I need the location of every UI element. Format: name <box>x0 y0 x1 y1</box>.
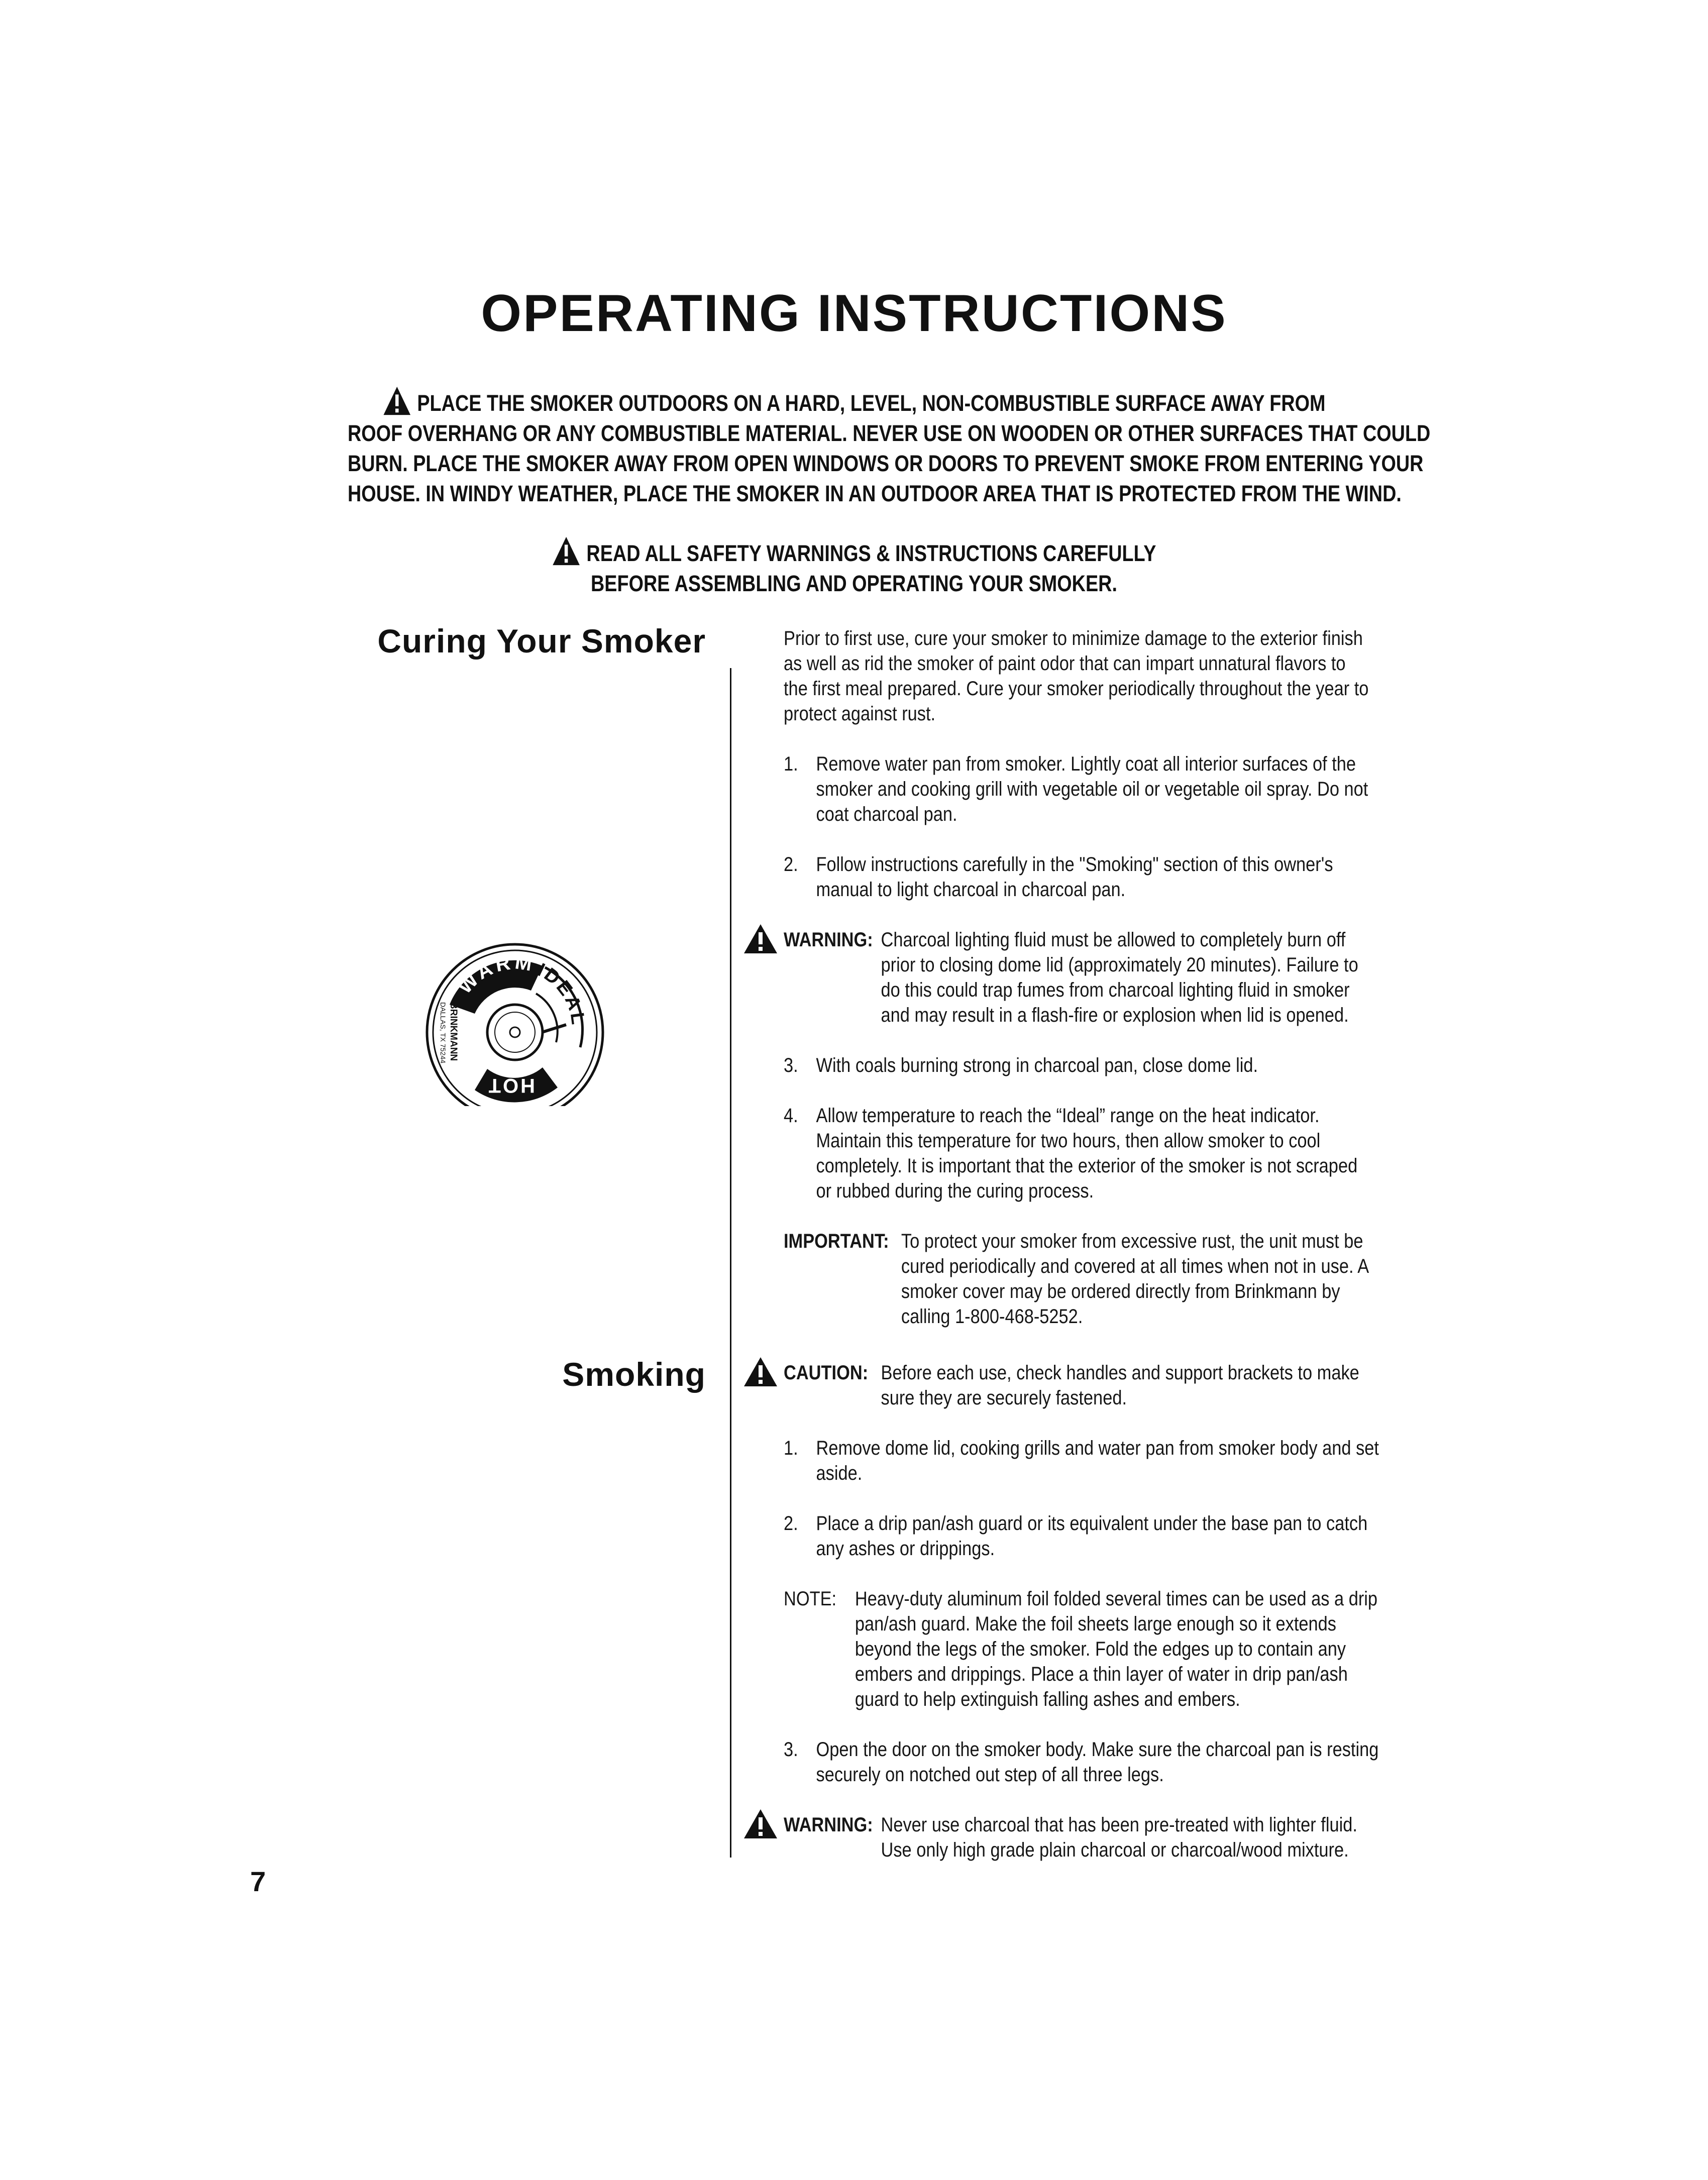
text-line: any ashes or drippings. <box>816 1538 995 1560</box>
text-line: Heavy-duty aluminum foil folded several times can be used as a drip <box>855 1588 1378 1610</box>
step-number: 3. <box>784 1738 798 1761</box>
text-line: sure they are securely fastened. <box>881 1387 1127 1409</box>
text-line: as well as rid the smoker of paint odor that can impart unnatural flavors to <box>784 652 1346 675</box>
text-line: aside. <box>816 1462 863 1484</box>
page-title: OPERATING INSTRUCTIONS <box>481 284 1227 343</box>
text-line: Follow instructions carefully in the "Smoking" section of this owner's <box>816 853 1333 876</box>
text-line: Open the door on the smoker body. Make sure the charcoal pan is resting <box>816 1738 1379 1761</box>
safety-banner-line: HOUSE. IN WINDY WEATHER, PLACE THE SMOKER IN AN OUTDOOR AREA THAT IS PROTECTED FROM THE WIND. <box>348 481 1402 506</box>
important-label: IMPORTANT: <box>784 1230 889 1252</box>
warning-label: WARNING: <box>784 1814 873 1836</box>
curing-heading: Curing Your Smoker <box>377 622 706 660</box>
text-line: and may result in a flash-fire or explosion when lid is opened. <box>881 1004 1349 1026</box>
text-line: Remove dome lid, cooking grills and water pan from smoker body and set <box>816 1437 1379 1459</box>
gauge-ideal-label: IDEAL <box>534 959 589 1028</box>
text-line: the first meal prepared. Cure your smoker periodically throughout the year to <box>784 678 1369 700</box>
page-number: 7 <box>250 1866 266 1897</box>
safety-banner-line: ROOF OVERHANG OR ANY COMBUSTIBLE MATERIAL. NEVER USE ON WOODEN OR OTHER SURFACES THAT COULD <box>348 420 1431 446</box>
text-line: cured periodically and covered at all times when not in use. A <box>901 1255 1369 1277</box>
read-banner-line: READ ALL SAFETY WARNINGS & INSTRUCTIONS CAREFULLY <box>348 536 1360 569</box>
text-line: Charcoal lighting fluid must be allowed to completely burn off <box>881 929 1346 951</box>
warning-triangle-icon <box>742 923 779 954</box>
text-line: smoker and cooking grill with vegetable oil or vegetable oil spray. Do not <box>816 778 1368 800</box>
smoking-heading: Smoking <box>562 1356 706 1393</box>
text-line: prior to closing dome lid (approximately 20 minutes). Failure to <box>881 954 1358 976</box>
gauge-warm-label: WARM <box>454 951 537 998</box>
curing-intro <box>784 626 1384 726</box>
warning-triangle-icon <box>382 386 411 416</box>
text-line: Remove water pan from smoker. Lightly coat all interior surfaces of the <box>816 753 1356 775</box>
text-line: guard to help extinguish falling ashes and embers. <box>855 1688 1240 1710</box>
gauge-brand-label: BRINKMANN <box>448 1002 459 1061</box>
warning-label: WARNING: <box>784 929 873 951</box>
text-line: Never use charcoal that has been pre-treated with lighter fluid. <box>881 1814 1357 1836</box>
step-number: 1. <box>784 753 798 775</box>
text-line: protect against rust. <box>784 703 936 725</box>
gauge-hot-label: HOT <box>486 1074 535 1097</box>
note-label: NOTE: <box>784 1588 837 1610</box>
text-line: pan/ash guard. Make the foil sheets large enough so it extends <box>855 1613 1336 1635</box>
step-number: 3. <box>784 1054 798 1076</box>
text-line: beyond the legs of the smoker. Fold the edges up to contain any <box>855 1638 1346 1660</box>
step-number: 4. <box>784 1105 798 1127</box>
safety-banner-line: BURN. PLACE THE SMOKER AWAY FROM OPEN WINDOWS OR DOORS TO PREVENT SMOKE FROM ENTERING YOUR <box>348 451 1424 476</box>
text-line: coat charcoal pan. <box>816 803 957 825</box>
read-instructions-banner <box>348 536 1360 599</box>
text-line: manual to light charcoal in charcoal pan. <box>816 879 1126 901</box>
safety-banner-line: PLACE THE SMOKER OUTDOORS ON A HARD, LEVEL, NON-COMBUSTIBLE SURFACE AWAY FROM <box>348 386 1360 418</box>
step-number: 1. <box>784 1437 798 1459</box>
text-line: Maintain this temperature for two hours, then allow smoker to cool <box>816 1130 1321 1152</box>
text-line: Prior to first use, cure your smoker to minimize damage to the exterior finish <box>784 627 1363 649</box>
text-line: Place a drip pan/ash guard or its equivalent under the base pan to catch <box>816 1512 1368 1535</box>
text-line: securely on notched out step of all three legs. <box>816 1764 1164 1786</box>
heat-indicator-gauge <box>419 939 610 1113</box>
caution-label: CAUTION: <box>784 1362 869 1384</box>
safety-banner <box>348 386 1431 509</box>
step-number: 2. <box>784 1512 798 1535</box>
warning-triangle-icon <box>742 1808 779 1839</box>
text-line: smoker cover may be ordered directly from Brinkmann by <box>901 1280 1340 1302</box>
read-banner-line: BEFORE ASSEMBLING AND OPERATING YOUR SMOKER. <box>591 571 1117 596</box>
text-line: Allow temperature to reach the “Ideal” range on the heat indicator. <box>816 1105 1320 1127</box>
text-line: With coals burning strong in charcoal pan, close dome lid. <box>816 1054 1258 1076</box>
warning-triangle-icon <box>742 1356 779 1387</box>
text-line: Before each use, check handles and support brackets to make <box>881 1362 1359 1384</box>
text-line: To protect your smoker from excessive rust, the unit must be <box>901 1230 1363 1252</box>
text-line: or rubbed during the curing process. <box>816 1180 1094 1202</box>
gauge-city-label: DALLAS, TX 75244 <box>439 1002 447 1063</box>
step-number: 2. <box>784 853 798 876</box>
text-line: embers and drippings. Place a thin layer of water in drip pan/ash <box>855 1663 1348 1685</box>
warning-triangle-icon <box>552 536 581 566</box>
text-line: completely. It is important that the exterior of the smoker is not scraped <box>816 1155 1358 1177</box>
text-line: calling 1-800-468-5252. <box>901 1305 1083 1328</box>
column-divider <box>730 668 731 1858</box>
text-line: do this could trap fumes from charcoal lighting fluid in smoker <box>881 979 1350 1001</box>
text-line: Use only high grade plain charcoal or charcoal/wood mixture. <box>881 1839 1349 1861</box>
